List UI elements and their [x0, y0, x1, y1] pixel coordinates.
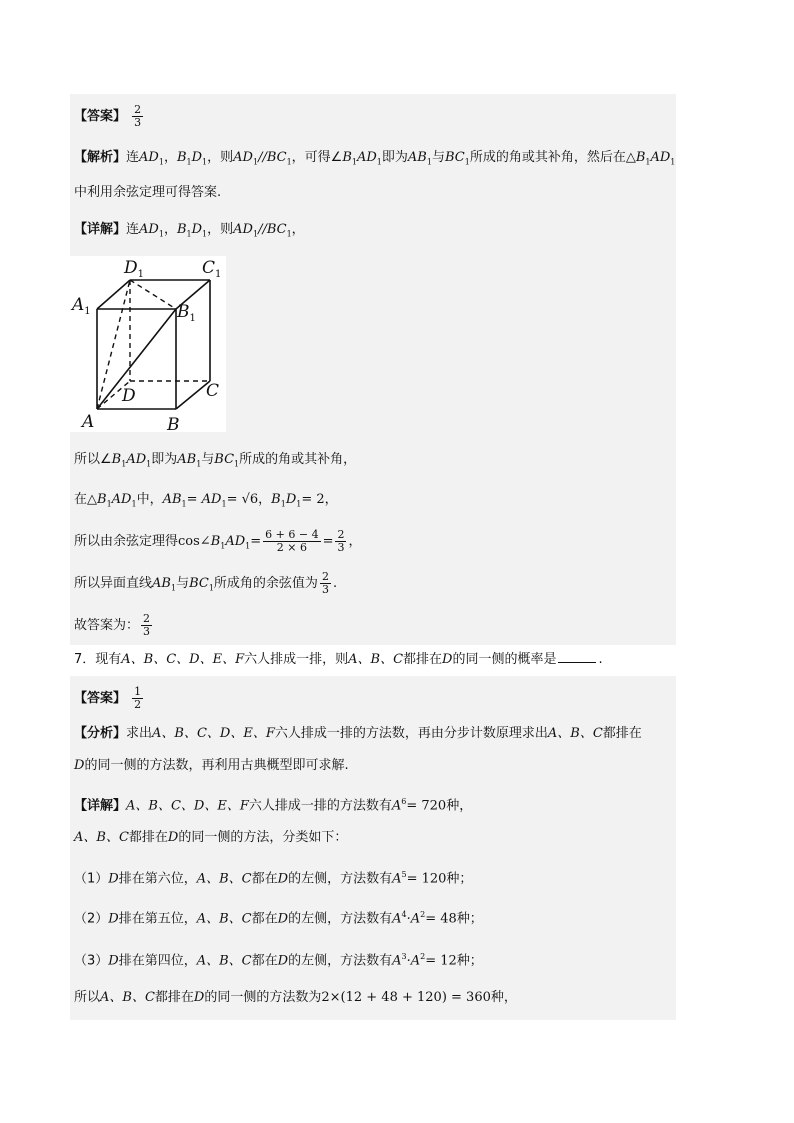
label-B: B — [167, 415, 180, 432]
label-D1: $D_1$ — [124, 258, 145, 280]
cube-diagram — [70, 256, 226, 432]
q7-analysis-line-2: D的同一侧的方法数，再利用古典概型即可求解. — [74, 758, 349, 773]
q7-case-1: （1）D排在第六位，A、B、C都在D的左侧，方法数有$A^5= 120$种； — [74, 870, 473, 887]
q6-step-4: 所以异面直线$AB_1$与$BC_1$所成角的余弦值为 $\frac{2}{3}$ . — [74, 570, 338, 596]
label-A: A — [82, 412, 95, 432]
label-C1: $C_1$ — [202, 258, 222, 280]
q7-case-2: （2）D排在第五位，A、B、C都在D的左侧，方法数有$A^4\cdot A^2= 48$种； — [74, 910, 483, 927]
edge-B-C — [176, 381, 210, 409]
q7-answer-line — [74, 686, 145, 711]
q7-analysis-line-1: 【分析】求出A、B、C、D、E、F六人排成一排的方法数，再由分步计数原理求出A、B、C都排在 — [74, 726, 642, 741]
answer-fraction: $\frac{2}{3}$ — [134, 103, 142, 129]
q6-step-1: 所以$\angle B_1AD_1$即为$AB_1$与$BC_1$所成的角或其补角， — [74, 452, 357, 469]
edge-A1-D1 — [97, 280, 130, 309]
q6-step-3: 所以由余弦定理得$\cos\angle B_1AD_1=$ $\frac{6 + 6 - 4}{2 \times 6}$ = $\frac{2}{3}$ ， — [74, 528, 362, 554]
q6-answer-line — [74, 104, 145, 129]
q6-step-5: 故答案为： $\frac{2}{3}$ — [74, 612, 151, 638]
label-C: C — [206, 381, 220, 401]
q6-analysis-line-1: 【解析】连$AD_1$，$B_1D_1$，则$AD_1//BC_1$，可得$\angle B_1AD_1$即为$AB_1$与$BC_1$所成的角或其补角，然后在$\triangle B_1AD_1$ — [74, 150, 676, 167]
q7-detail-line-2: A、B、C都排在D的同一侧的方法，分类如下： — [74, 830, 348, 845]
label-D: D — [122, 386, 136, 406]
answer-fraction: $\frac{1}{2}$ — [134, 685, 142, 711]
label-B1: $B_1$ — [177, 302, 196, 324]
detail-tag: 【详解】 — [74, 222, 127, 237]
answer-tag: 【答案】 — [74, 691, 127, 706]
q6-analysis-line-2: 中利用余弦定理可得答案. — [74, 185, 222, 200]
cube-figure — [70, 256, 226, 432]
q6-detail-line-1: 【详解】连$AD_1$，$B_1D_1$，则$AD_1//BC_1$， — [74, 222, 305, 239]
analysis-tag: 【分析】 — [74, 726, 127, 741]
analysis-tag: 【解析】 — [74, 150, 127, 165]
label-A1: $A_1$ — [72, 295, 91, 317]
q7-case-3: （3）D排在第四位，A、B、C都在D的左侧，方法数有$A^3\cdot A^2= 12$种； — [74, 952, 483, 969]
answer-tag: 【答案】 — [74, 109, 127, 124]
hidden-D1-B1 — [130, 280, 176, 309]
q7-total: 所以A、B、C都排在D的同一侧的方法数为2×(12 + 48 + 120) = 360种， — [74, 990, 517, 1005]
detail-tag: 【详解】 — [74, 798, 127, 814]
q7-stem: 7．现有A、B、C、D、E、F六人排成一排，则A、B、C都排在D的同一侧的概率是 . — [74, 652, 603, 667]
q6-step-2: 在$\triangle B_1AD_1$中，$AB_1= AD_1= √6$，$B_1D_1= 2$， — [74, 492, 338, 509]
answer-blank — [558, 650, 596, 663]
q7-detail-line-1: 【详解】A、B、C、D、E、F六人排成一排的方法数有$A^6= 720$种， — [74, 797, 473, 814]
edge-A-B1 — [97, 309, 176, 409]
